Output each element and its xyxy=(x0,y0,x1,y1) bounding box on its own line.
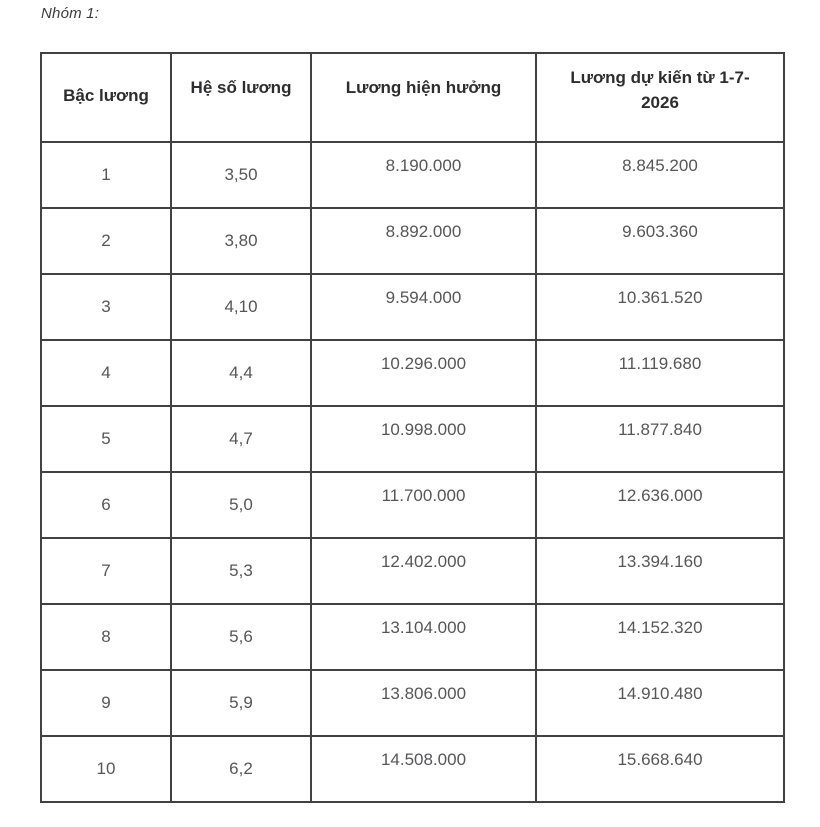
projected-salary-cell: 14.152.320 xyxy=(536,604,784,670)
col-header-label: Hệ số lương xyxy=(190,78,292,98)
col-header-label: Lương hiện hưởng xyxy=(345,78,502,98)
level-cell: 1 xyxy=(41,142,171,208)
group-title: Nhóm 1: xyxy=(41,5,100,22)
col-header-salary-coefficient xyxy=(171,53,311,142)
projected-salary-cell: 11.877.840 xyxy=(536,406,784,472)
table-row xyxy=(41,670,784,736)
projected-salary-cell: 8.845.200 xyxy=(536,142,784,208)
projected-salary-cell: 11.119.680 xyxy=(536,340,784,406)
table-row xyxy=(41,142,784,208)
table-row xyxy=(41,472,784,538)
current-salary-cell: 12.402.000 xyxy=(311,538,536,604)
projected-salary-cell: 13.394.160 xyxy=(536,538,784,604)
level-cell: 4 xyxy=(41,340,171,406)
level-cell: 7 xyxy=(41,538,171,604)
col-header-projected-salary xyxy=(536,53,784,142)
coefficient-cell: 4,7 xyxy=(171,406,311,472)
coefficient-cell: 5,6 xyxy=(171,604,311,670)
coefficient-cell: 3,50 xyxy=(171,142,311,208)
level-cell: 3 xyxy=(41,274,171,340)
table-row xyxy=(41,406,784,472)
table-row xyxy=(41,208,784,274)
level-cell: 5 xyxy=(41,406,171,472)
col-header-label: Lương dự kiến từ 1-7-2026 xyxy=(570,67,750,112)
current-salary-cell: 10.296.000 xyxy=(311,340,536,406)
level-cell: 2 xyxy=(41,208,171,274)
projected-salary-cell: 9.603.360 xyxy=(536,208,784,274)
projected-salary-cell: 10.361.520 xyxy=(536,274,784,340)
current-salary-cell: 10.998.000 xyxy=(311,406,536,472)
coefficient-cell: 5,0 xyxy=(171,472,311,538)
current-salary-cell: 13.104.000 xyxy=(311,604,536,670)
coefficient-cell: 4,4 xyxy=(171,340,311,406)
table-row xyxy=(41,604,784,670)
current-salary-cell: 13.806.000 xyxy=(311,670,536,736)
current-salary-cell: 9.594.000 xyxy=(311,274,536,340)
coefficient-cell: 4,10 xyxy=(171,274,311,340)
current-salary-cell: 11.700.000 xyxy=(311,472,536,538)
coefficient-cell: 3,80 xyxy=(171,208,311,274)
current-salary-cell: 14.508.000 xyxy=(311,736,536,802)
projected-salary-cell: 12.636.000 xyxy=(536,472,784,538)
coefficient-cell: 6,2 xyxy=(171,736,311,802)
table-row xyxy=(41,736,784,802)
level-cell: 9 xyxy=(41,670,171,736)
table-row xyxy=(41,274,784,340)
table-row xyxy=(41,340,784,406)
level-cell: 6 xyxy=(41,472,171,538)
current-salary-cell: 8.190.000 xyxy=(311,142,536,208)
salary-table xyxy=(40,52,785,803)
level-cell: 8 xyxy=(41,604,171,670)
projected-salary-cell: 15.668.640 xyxy=(536,736,784,802)
col-header-salary-level xyxy=(41,53,171,142)
col-header-label: Bậc lương xyxy=(63,86,149,106)
current-salary-cell: 8.892.000 xyxy=(311,208,536,274)
col-header-current-salary xyxy=(311,53,536,142)
coefficient-cell: 5,3 xyxy=(171,538,311,604)
table-header-row xyxy=(41,53,784,142)
level-cell: 10 xyxy=(41,736,171,802)
table-row xyxy=(41,538,784,604)
projected-salary-cell: 14.910.480 xyxy=(536,670,784,736)
coefficient-cell: 5,9 xyxy=(171,670,311,736)
